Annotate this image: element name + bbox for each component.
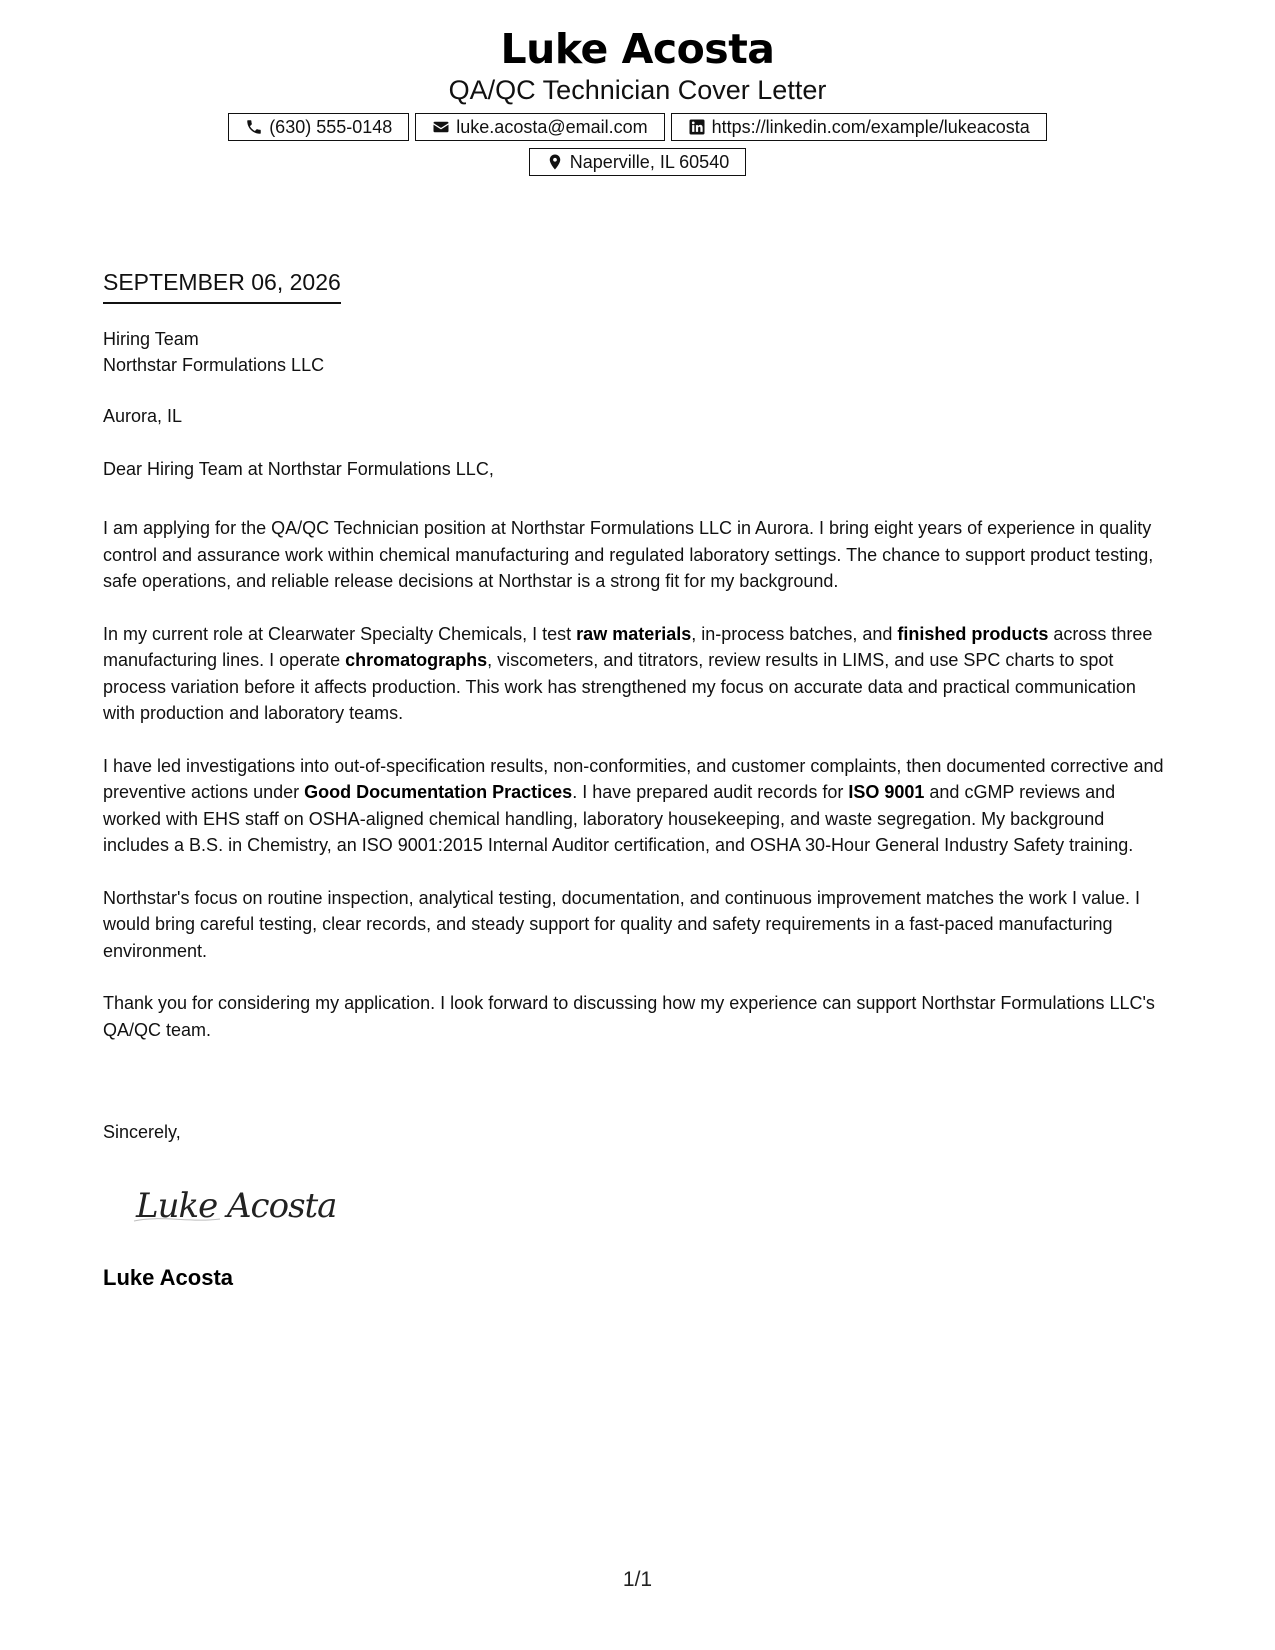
closing: Sincerely, xyxy=(103,1122,181,1142)
signature xyxy=(130,1175,350,1240)
recipient-city: Aurora, IL xyxy=(103,406,183,426)
salutation: Dear Hiring Team at Northstar Formulations LLC, xyxy=(103,459,494,479)
phone-chip xyxy=(228,113,409,141)
location-chip xyxy=(529,148,746,176)
linkedin-icon xyxy=(688,118,706,136)
email-chip[interactable] xyxy=(415,113,664,141)
contact-info xyxy=(0,113,1275,183)
map-pin-icon xyxy=(546,153,564,171)
letter-body xyxy=(103,515,1168,1069)
letter-header xyxy=(0,22,1275,106)
document-title: QA/QC Technician Cover Letter xyxy=(448,75,827,105)
paragraph-current-role: In my current role at Clearwater Specialty Chemicals, I test raw materials, in-process batches, and finished products across three manufacturing lines. I operate chromatographs, viscometers, and titrators, review results in LIMS, and use SPC charts to spot process variation before it affects production. This work has strengthened my focus on accurate data and practical communication with production and laboratory teams. xyxy=(103,623,1153,723)
paragraph-fit: Northstar's focus on routine inspection, analytical testing, documentation, and continuous improvement matches the work I value. I would bring careful testing, clear records, and steady support for quality and safety requirements in a fast-paced manufacturing environment. xyxy=(103,887,1140,961)
linkedin-chip[interactable] xyxy=(671,113,1047,141)
recipient-line1: Hiring Team xyxy=(103,329,199,349)
letter-date xyxy=(103,267,341,304)
signed-name: Luke Acosta xyxy=(103,1265,234,1290)
email-address[interactable]: luke.acosta@email.com xyxy=(456,116,648,137)
location-text: Naperville, IL 60540 xyxy=(569,151,730,172)
phone-icon xyxy=(245,118,263,136)
paragraph-intro: I am applying for the QA/QC Technician position at Northstar Formulations LLC in Aurora. I bring eight years of experience in quality control and assurance work within chemical manufacturing and regulated laboratory settings. The chance to support product testing, safe operations, and reliable release decisions at Northstar is a strong fit for my background. xyxy=(103,518,1154,591)
envelope-icon xyxy=(432,118,450,136)
paragraph-investigations: I have led investigations into out-of-specification results, non-conformities, and customer complaints, then documented corrective and preventive actions under Good Documentation Practices. I have prepared audit records for ISO 9001 and cGMP reviews and worked with EHS staff on OSHA-aligned chemical handling, laboratory housekeeping, and waste segregation. My background includes a B.S. in Chemistry, an ISO 9001:2015 Internal Auditor certification, and OSHA 30-Hour General Industry Safety training. xyxy=(103,755,1164,855)
date-text: SEPTEMBER 06, 2026 xyxy=(103,267,341,304)
signature-image xyxy=(130,1175,350,1235)
svg-text:Luke Acosta: Luke Acosta xyxy=(136,1186,337,1226)
phone-number: (630) 555-0148 xyxy=(269,116,393,137)
page-number: 1/1 xyxy=(622,1568,653,1591)
recipient-company: Northstar Formulations LLC xyxy=(103,355,325,375)
paragraph-thanks: Thank you for considering my application. I look forward to discussing how my experience can support Northstar Formulations LLC's QA/QC team. xyxy=(103,993,1155,1040)
linkedin-url[interactable]: https://linkedin.com/example/lukeacosta xyxy=(711,116,1030,137)
applicant-name: Luke Acosta xyxy=(500,25,775,73)
